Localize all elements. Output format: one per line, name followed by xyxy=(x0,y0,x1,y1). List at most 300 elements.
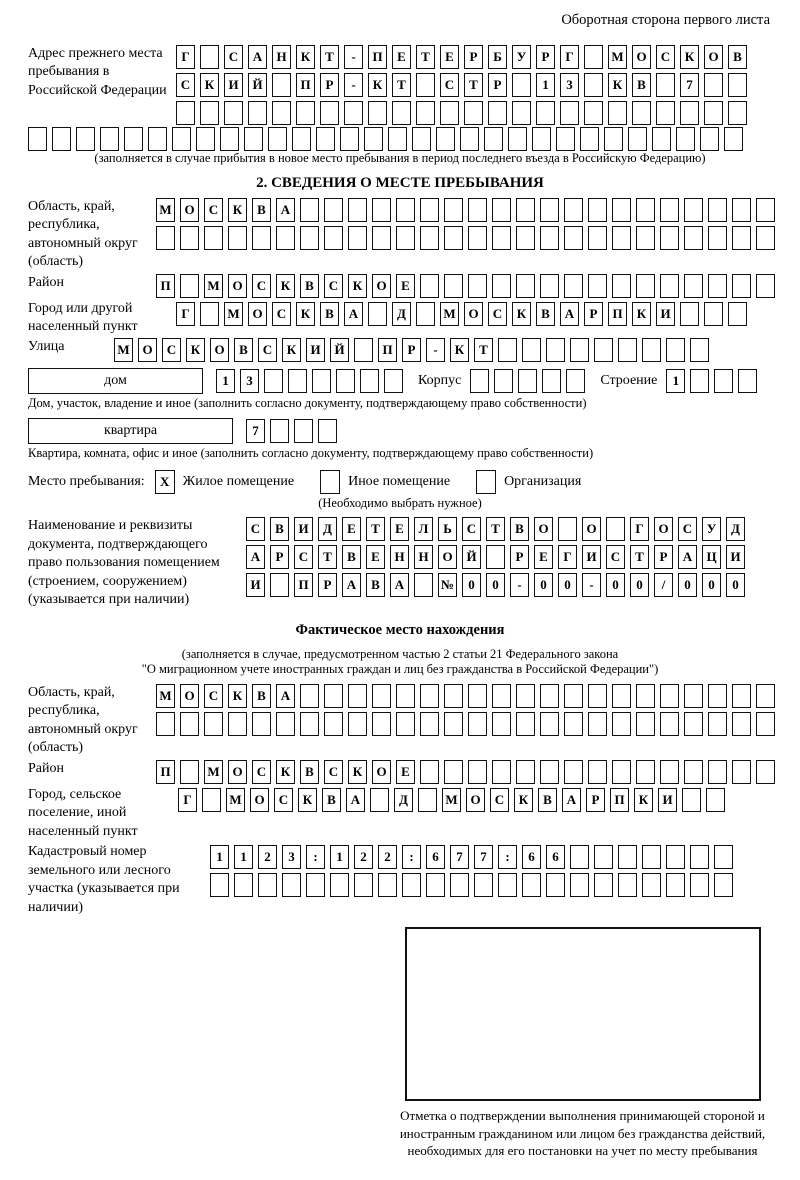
char-cell xyxy=(690,845,709,869)
char-cell xyxy=(540,274,559,298)
char-cell xyxy=(588,712,607,736)
char-cell: А xyxy=(342,573,361,597)
char-cell: О xyxy=(180,684,199,708)
char-cell xyxy=(148,127,167,151)
district-block xyxy=(28,274,772,298)
char-cell xyxy=(300,684,319,708)
char-cell xyxy=(354,338,373,362)
actual-region-label: Область, край, республика, автономный округ (область) xyxy=(28,684,138,756)
char-cell xyxy=(690,873,709,897)
char-cell xyxy=(564,198,583,222)
char-cell: Ц xyxy=(702,545,721,569)
char-cell xyxy=(204,226,223,250)
char-cell: Н xyxy=(390,545,409,569)
stamp-area xyxy=(365,927,800,1160)
char-cell xyxy=(540,712,559,736)
char-cell: С xyxy=(204,684,223,708)
char-cell xyxy=(732,274,751,298)
char-cell xyxy=(272,101,291,125)
char-cell xyxy=(588,760,607,784)
char-cell xyxy=(324,198,343,222)
char-cell xyxy=(234,873,253,897)
cadastre-grids xyxy=(210,845,733,897)
char-cell xyxy=(656,73,675,97)
char-cell: В xyxy=(234,338,253,362)
char-cell: К xyxy=(276,760,295,784)
char-cell: Д xyxy=(318,517,337,541)
char-cell: О xyxy=(534,517,553,541)
char-cell: Н xyxy=(414,545,433,569)
char-cell: О xyxy=(248,302,267,326)
stay-type-checkbox-residential: X xyxy=(155,470,175,494)
document-grids xyxy=(246,517,745,597)
char-cell: Е xyxy=(390,517,409,541)
char-cell xyxy=(738,369,757,393)
char-cell: 0 xyxy=(462,573,481,597)
char-cell xyxy=(660,760,679,784)
char-cell xyxy=(444,274,463,298)
char-cell xyxy=(628,127,647,151)
char-cell xyxy=(124,127,143,151)
char-cell: Т xyxy=(416,45,435,69)
char-cell xyxy=(372,198,391,222)
char-cell: О xyxy=(228,274,247,298)
char-cell xyxy=(684,198,703,222)
prev-address-block xyxy=(28,45,772,125)
char-cell: Р xyxy=(510,545,529,569)
char-cell xyxy=(636,760,655,784)
char-cell xyxy=(546,338,565,362)
stay-type-label: Место пребывания: xyxy=(28,473,145,489)
char-cell xyxy=(396,226,415,250)
char-cell xyxy=(468,684,487,708)
char-cell xyxy=(156,712,175,736)
char-cell xyxy=(180,760,199,784)
char-cell xyxy=(52,127,71,151)
char-cell xyxy=(396,198,415,222)
char-cell: В xyxy=(320,302,339,326)
char-cell xyxy=(176,101,195,125)
char-cell xyxy=(370,788,389,812)
char-cell xyxy=(540,198,559,222)
char-cell xyxy=(180,226,199,250)
char-cell: А xyxy=(344,302,363,326)
char-cell: 0 xyxy=(558,573,577,597)
char-cell xyxy=(708,274,727,298)
char-cell xyxy=(540,684,559,708)
char-cell xyxy=(324,684,343,708)
char-cell: И xyxy=(294,517,313,541)
char-cell xyxy=(536,101,555,125)
char-cell xyxy=(180,712,199,736)
char-cell: Е xyxy=(396,274,415,298)
char-cell xyxy=(660,684,679,708)
char-cell: А xyxy=(246,545,265,569)
char-cell: : xyxy=(402,845,421,869)
char-cell: Т xyxy=(474,338,493,362)
char-cell: Р xyxy=(464,45,483,69)
char-cell xyxy=(564,760,583,784)
char-cell xyxy=(248,101,267,125)
prev-address-row-2 xyxy=(176,73,747,97)
street-block xyxy=(28,338,772,362)
char-cell xyxy=(474,873,493,897)
char-cell: С xyxy=(324,760,343,784)
char-cell: П xyxy=(378,338,397,362)
region-grids xyxy=(156,198,775,250)
char-cell xyxy=(512,101,531,125)
page-side-note: Оборотная сторона первого листа xyxy=(561,12,770,28)
char-cell: Н xyxy=(272,45,291,69)
char-cell: О xyxy=(250,788,269,812)
char-cell: С xyxy=(246,517,265,541)
char-cell: М xyxy=(114,338,133,362)
char-cell xyxy=(756,684,775,708)
char-cell xyxy=(566,369,585,393)
char-cell xyxy=(396,684,415,708)
char-cell xyxy=(570,845,589,869)
char-cell: 7 xyxy=(246,419,265,443)
char-cell: Е xyxy=(396,760,415,784)
char-cell xyxy=(618,338,637,362)
char-cell xyxy=(296,101,315,125)
char-cell xyxy=(450,873,469,897)
char-cell: 1 xyxy=(666,369,685,393)
char-cell xyxy=(348,226,367,250)
char-cell xyxy=(584,101,603,125)
char-cell xyxy=(732,684,751,708)
stay-type-option-organization: Организация xyxy=(504,473,582,489)
char-cell: Т xyxy=(486,517,505,541)
char-cell: В xyxy=(252,684,271,708)
char-cell xyxy=(494,369,513,393)
char-cell: 7 xyxy=(450,845,469,869)
char-cell: П xyxy=(610,788,629,812)
char-cell xyxy=(372,684,391,708)
char-cell xyxy=(642,338,661,362)
char-cell xyxy=(488,101,507,125)
char-cell: 0 xyxy=(726,573,745,597)
char-cell: 3 xyxy=(282,845,301,869)
char-cell: И xyxy=(658,788,677,812)
char-cell: Р xyxy=(402,338,421,362)
char-cell: Р xyxy=(586,788,605,812)
char-cell xyxy=(612,226,631,250)
char-cell: : xyxy=(498,845,517,869)
char-cell xyxy=(312,369,331,393)
char-cell xyxy=(244,127,263,151)
char-cell xyxy=(684,274,703,298)
char-cell xyxy=(666,873,685,897)
char-cell xyxy=(714,845,733,869)
char-cell xyxy=(276,226,295,250)
char-cell xyxy=(512,73,531,97)
char-cell xyxy=(372,226,391,250)
char-cell xyxy=(732,226,751,250)
char-cell: К xyxy=(200,73,219,97)
prev-address-caption: (заполняется в случае прибытия в новое место пребывания в период последнего въезда в Российскую Федерацию) xyxy=(94,151,706,165)
char-cell xyxy=(210,873,229,897)
char-cell: 3 xyxy=(240,369,259,393)
char-cell: П xyxy=(368,45,387,69)
char-cell xyxy=(580,127,599,151)
char-cell xyxy=(492,760,511,784)
char-cell: Е xyxy=(392,45,411,69)
char-cell: В xyxy=(632,73,651,97)
char-cell: Д xyxy=(726,517,745,541)
actual-location-title: Фактическое место нахождения xyxy=(295,621,505,638)
char-cell xyxy=(656,101,675,125)
char-cell: 7 xyxy=(680,73,699,97)
char-cell xyxy=(608,101,627,125)
char-cell: Г xyxy=(560,45,579,69)
char-cell: П xyxy=(294,573,313,597)
char-cell: С xyxy=(606,545,625,569)
char-cell xyxy=(666,338,685,362)
char-cell xyxy=(368,302,387,326)
stamp-caption: Отметка о подтверждении выполнения принимающей стороной и иностранным гражданином или лицом без гражданства действий, необходимых для его постановки на учет по месту пребывания xyxy=(399,1108,766,1159)
char-cell xyxy=(258,873,277,897)
char-cell: 6 xyxy=(426,845,445,869)
actual-district-block xyxy=(28,760,772,784)
char-cell xyxy=(420,274,439,298)
region-label: Область, край, республика, автономный округ (область) xyxy=(28,198,138,270)
char-cell xyxy=(522,338,541,362)
char-cell xyxy=(300,712,319,736)
char-cell: П xyxy=(156,274,175,298)
char-cell xyxy=(570,873,589,897)
char-cell: 1 xyxy=(210,845,229,869)
char-cell xyxy=(680,101,699,125)
char-cell: У xyxy=(512,45,531,69)
char-cell xyxy=(282,873,301,897)
char-cell xyxy=(384,369,403,393)
char-cell xyxy=(636,684,655,708)
char-cell xyxy=(724,127,743,151)
actual-location-caption-2: "О миграционном учете иностранных граждан и лиц без гражданства в Российской Федерации") xyxy=(141,662,659,677)
char-cell: 6 xyxy=(522,845,541,869)
char-cell: И xyxy=(582,545,601,569)
char-cell: Й xyxy=(330,338,349,362)
char-cell: А xyxy=(276,684,295,708)
char-cell: О xyxy=(228,760,247,784)
char-cell xyxy=(200,45,219,69)
char-cell: Г xyxy=(176,302,195,326)
char-cell: В xyxy=(342,545,361,569)
char-cell xyxy=(416,302,435,326)
char-cell: А xyxy=(248,45,267,69)
char-cell xyxy=(732,198,751,222)
char-cell: Г xyxy=(630,517,649,541)
stay-type-option-residential: Жилое помещение xyxy=(182,473,295,489)
char-cell xyxy=(486,545,505,569)
char-cell xyxy=(348,684,367,708)
apartment-row xyxy=(28,418,772,444)
char-cell xyxy=(700,127,719,151)
char-cell xyxy=(728,73,747,97)
house-caption: Дом, участок, владение и иное (заполнить согласно документу, подтверждающему право собственности) xyxy=(28,396,587,411)
char-cell xyxy=(378,873,397,897)
char-cell xyxy=(708,684,727,708)
char-cell: С xyxy=(678,517,697,541)
char-cell: 0 xyxy=(630,573,649,597)
apartment-cells xyxy=(246,419,337,443)
char-cell: 0 xyxy=(486,573,505,597)
char-cell xyxy=(498,873,517,897)
region-block xyxy=(28,198,772,272)
char-cell xyxy=(704,302,723,326)
char-cell xyxy=(414,573,433,597)
char-cell: С xyxy=(490,788,509,812)
actual-region-row-1 xyxy=(156,684,775,708)
char-cell: К xyxy=(632,302,651,326)
region-row-2 xyxy=(156,226,775,250)
char-cell xyxy=(706,788,725,812)
char-cell xyxy=(316,127,335,151)
char-cell xyxy=(612,274,631,298)
char-cell xyxy=(444,712,463,736)
char-cell xyxy=(388,127,407,151)
char-cell: О xyxy=(654,517,673,541)
prev-address-grids xyxy=(176,45,747,125)
char-cell xyxy=(418,788,437,812)
char-cell xyxy=(684,760,703,784)
char-cell: К xyxy=(228,684,247,708)
char-cell: А xyxy=(678,545,697,569)
char-cell: С xyxy=(272,302,291,326)
char-cell: А xyxy=(390,573,409,597)
char-cell: 2 xyxy=(354,845,373,869)
char-cell xyxy=(156,226,175,250)
char-cell: Р xyxy=(320,73,339,97)
char-cell xyxy=(518,369,537,393)
actual-region-grids xyxy=(156,684,775,736)
char-cell xyxy=(636,226,655,250)
char-cell xyxy=(660,198,679,222)
char-cell: О xyxy=(438,545,457,569)
char-cell: № xyxy=(438,573,457,597)
char-cell xyxy=(564,684,583,708)
stroenie-label: Строение xyxy=(600,373,658,389)
char-cell: К xyxy=(634,788,653,812)
char-cell: М xyxy=(204,274,223,298)
char-cell xyxy=(420,712,439,736)
char-cell: Т xyxy=(320,45,339,69)
char-cell xyxy=(756,226,775,250)
char-cell xyxy=(728,101,747,125)
char-cell: Е xyxy=(440,45,459,69)
char-cell xyxy=(642,873,661,897)
char-cell: 1 xyxy=(234,845,253,869)
street-label: Улица xyxy=(28,339,65,355)
char-cell: О xyxy=(466,788,485,812)
char-cell: Р xyxy=(584,302,603,326)
korpus-cells xyxy=(470,369,585,393)
char-cell: В xyxy=(270,517,289,541)
char-cell xyxy=(300,198,319,222)
char-cell: М xyxy=(226,788,245,812)
char-cell xyxy=(516,274,535,298)
char-cell xyxy=(264,369,283,393)
char-cell xyxy=(364,127,383,151)
prev-address-label: Адрес прежнего места пребывания в Российской Федерации xyxy=(28,46,167,98)
char-cell xyxy=(690,338,709,362)
char-cell: К xyxy=(186,338,205,362)
char-cell xyxy=(756,760,775,784)
district-row xyxy=(156,274,775,298)
char-cell xyxy=(202,788,221,812)
char-cell xyxy=(660,274,679,298)
document-row-1 xyxy=(246,517,745,541)
char-cell xyxy=(468,198,487,222)
char-cell xyxy=(344,101,363,125)
char-cell: П xyxy=(608,302,627,326)
char-cell xyxy=(588,684,607,708)
house-cells xyxy=(216,369,403,393)
char-cell xyxy=(300,226,319,250)
char-cell xyxy=(180,274,199,298)
char-cell xyxy=(564,226,583,250)
char-cell: М xyxy=(440,302,459,326)
char-cell: Т xyxy=(630,545,649,569)
char-cell: Т xyxy=(318,545,337,569)
char-cell: 1 xyxy=(330,845,349,869)
document-row-2 xyxy=(246,545,745,569)
char-cell xyxy=(288,369,307,393)
char-cell: С xyxy=(162,338,181,362)
char-cell xyxy=(196,127,215,151)
char-cell xyxy=(558,517,577,541)
char-cell: Й xyxy=(462,545,481,569)
char-cell xyxy=(318,419,337,443)
char-cell xyxy=(270,573,289,597)
document-row-3 xyxy=(246,573,745,597)
char-cell xyxy=(492,226,511,250)
house-row xyxy=(28,368,772,394)
char-cell: В xyxy=(536,302,555,326)
char-cell xyxy=(652,127,671,151)
char-cell xyxy=(272,73,291,97)
char-cell: - xyxy=(426,338,445,362)
char-cell xyxy=(690,369,709,393)
char-cell: Б xyxy=(488,45,507,69)
char-cell xyxy=(330,873,349,897)
char-cell: В xyxy=(538,788,557,812)
char-cell: Е xyxy=(366,545,385,569)
char-cell xyxy=(348,198,367,222)
char-cell: О xyxy=(372,760,391,784)
char-cell: С xyxy=(440,73,459,97)
char-cell: : xyxy=(306,845,325,869)
char-cell xyxy=(666,845,685,869)
char-cell xyxy=(292,127,311,151)
char-cell xyxy=(564,712,583,736)
char-cell: К xyxy=(298,788,317,812)
char-cell xyxy=(684,226,703,250)
char-cell xyxy=(584,45,603,69)
char-cell xyxy=(540,226,559,250)
apartment-box: квартира xyxy=(28,418,233,444)
char-cell: С xyxy=(176,73,195,97)
cadastre-row-2 xyxy=(210,873,733,897)
prev-address-row-1 xyxy=(176,45,747,69)
char-cell: П xyxy=(156,760,175,784)
apartment-caption: Квартира, комната, офис и иное (заполнить согласно документу, подтверждающему право собственности) xyxy=(28,446,594,461)
char-cell xyxy=(756,712,775,736)
prev-address-row-wide xyxy=(28,127,772,151)
char-cell: И xyxy=(656,302,675,326)
char-cell xyxy=(224,101,243,125)
